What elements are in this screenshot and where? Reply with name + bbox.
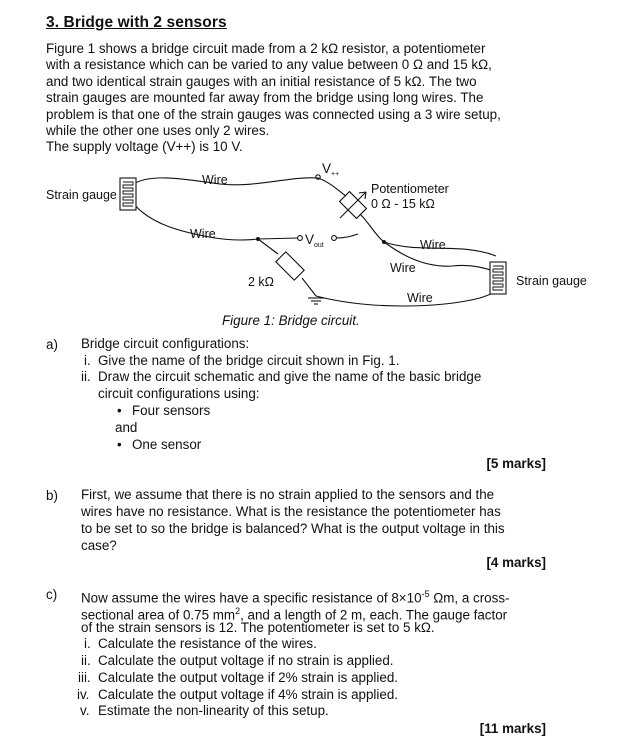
bullet-one-sensor: One sensor [132,437,202,452]
question-c-marks: [11 marks] [479,721,546,736]
question-a-item-num: ii. [81,369,91,384]
bullet-icon: • [117,437,122,452]
label-strain-gauge-right: Strain gauge [516,274,587,288]
question-a-letter: a) [46,337,58,352]
wire-resistor-ground [302,278,316,296]
question-c-item-text: Estimate the non-linearity of this setup. [98,703,329,718]
label-wire-right-1: Wire [420,238,446,252]
question-c-item-text: Calculate the resistance of the wires. [98,636,317,651]
strain-gauge-right [490,262,506,294]
question-c-item-text: Calculate the output voltage if 2% strain is applied. [98,670,398,685]
intro-line: Figure 1 shows a bridge circuit made from a 2 kΩ resistor, a potentiometer [46,41,486,56]
question-a-marks: [5 marks] [486,456,546,471]
question-a-item-num: i. [84,353,91,368]
vout-terminal-left [298,236,303,241]
label-wire-bottom: Wire [407,291,433,305]
intro-line: while the other one uses only 2 wires. [46,123,270,139]
bullet-four-sensors: Four sensors [132,403,211,418]
question-b-line: First, we assume that there is no strain applied to the sensors and the [81,487,495,502]
question-c-line-3: of the strain sensors is 12. The potentiometer is set to 5 kΩ. [81,620,435,635]
wire-supply-pot [318,178,346,196]
question-c-item-num: iv. [77,687,90,702]
bridge-circuit-figure [40,158,600,334]
pot-wiper [340,192,366,218]
question-c-item-num: i. [84,636,91,651]
question-b-line: case? [81,538,117,553]
intro-line: strain gauges are mounted far away from the bridge using long wires. The [46,90,484,106]
question-a-item-text: Draw the circuit schematic and give the name of the basic bridge [98,369,482,384]
section-title: 3. Bridge with 2 sensors [46,14,227,31]
label-wire-right-2: Wire [390,261,416,275]
question-c-line-2: sectional area of 0.75 $mm^2$, and a length of 2 m, each. The gauge factor [81,606,508,623]
question-b-marks: [4 marks] [486,555,546,570]
node-left [256,237,260,241]
strain-gauge-left [120,178,136,210]
node-right [382,240,386,244]
intro-line: The supply voltage (V++) is 10 V. [46,139,243,155]
label-resistor: 2 kΩ [248,275,275,289]
label-pot-range: 0 Ω - 15 kΩ [371,197,435,211]
question-b-letter: b) [46,488,58,503]
question-a-item-text: Give the name of the bridge circuit shown in Fig. 1. [98,353,400,368]
label-vout: $V_{out}$ [305,232,324,249]
bullet-icon: • [117,403,122,418]
question-c-letter: c) [46,587,58,602]
label-strain-gauge-left: Strain gauge [46,188,117,202]
question-b-line: to be set to so the bridge is balanced? What is the output voltage in this [81,521,505,536]
intro-line: problem is that one of the strain gauges was connected using a 3 wire setup, [46,106,501,122]
wire-vout-right [336,234,358,238]
question-c-item-num: iii. [78,670,91,685]
question-c-item-num: v. [80,703,90,718]
intro-line: and two identical strain gauges with an initial resistance of 5 kΩ. The two [46,73,477,89]
vout-terminal-right [332,236,337,241]
and-text: and [115,420,138,435]
question-c-item-text: Calculate the output voltage if 4% strain is applied. [98,687,398,702]
question-c-item-text: Calculate the output voltage if no strain is applied. [98,653,394,668]
figure-caption: Figure 1: Bridge circuit. [222,313,360,328]
intro-line: with a resistance which can be varied to any value between 0 Ω and 15 kΩ, [46,57,492,73]
bridge-circuit-diagram [40,158,600,334]
question-b-line: wires have no resistance. What is the resistance the potentiometer has [81,504,501,519]
wire-pot-right [360,214,384,242]
question-c-line-1: Now assume the wires have a specific resistance of $8\times 10^{-5}$ Ωm, a cross- [81,589,510,606]
label-potentiometer: Potentiometer [371,182,449,196]
wire-vout-left [258,238,298,239]
question-a-text: Bridge circuit configurations: [81,336,250,351]
wire-node-resistor [258,239,278,254]
label-supply: $V_{++}$ [322,161,340,178]
question-a-item-text: circuit configurations using: [98,386,260,401]
resistor-symbol [276,252,304,280]
question-c-item-num: ii. [81,653,91,668]
intro-paragraph [46,41,591,156]
label-wire-top: Wire [202,173,228,187]
label-wire-mid-left: Wire [190,227,216,241]
